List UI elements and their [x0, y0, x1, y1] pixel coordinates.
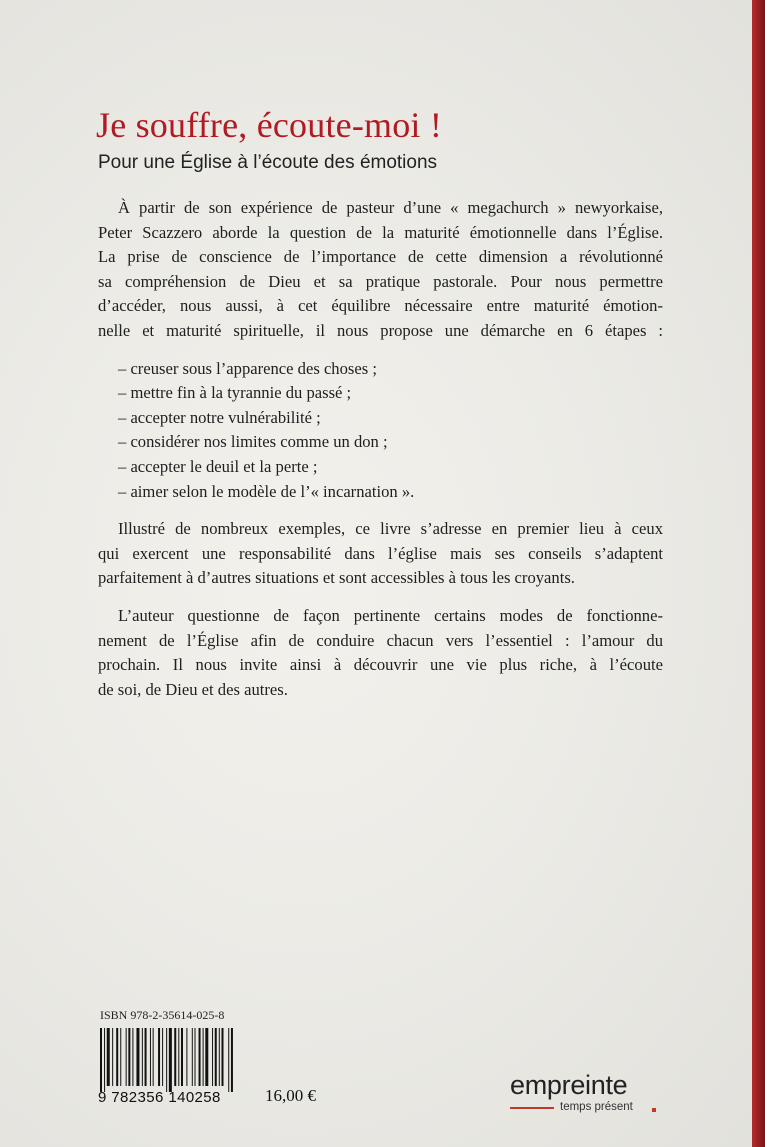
barcode-bar	[215, 1028, 217, 1086]
text-line: nement de l’Église afin de conduire chacun vers l’essentiel : l’amour du	[98, 630, 663, 650]
text-line: sa compréhension de Dieu et sa pratique pastorale. Pour nous permettre	[98, 271, 663, 291]
barcode-bar	[174, 1028, 176, 1086]
list-item: – accepter notre vulnérabilité ;	[118, 407, 321, 427]
publisher-logo	[510, 1070, 660, 1113]
publisher-name: empreinte	[510, 1070, 628, 1100]
barcode-bar	[219, 1028, 220, 1086]
barcode-bar	[136, 1028, 139, 1086]
book-subtitle: Pour une Église à l’écoute des émotions	[98, 152, 438, 173]
isbn-label: ISBN 978-2-35614-025-8	[100, 1008, 225, 1022]
barcode-bar	[178, 1028, 179, 1086]
barcode-bar	[132, 1028, 133, 1086]
barcode-bar	[203, 1028, 204, 1086]
blurb	[98, 196, 663, 702]
text-line: d’accéder, nous aussi, à cet équilibre nécessaire entre maturité émotion-	[98, 296, 663, 316]
barcode-bar	[181, 1028, 183, 1086]
barcode-bar	[222, 1028, 224, 1086]
cover-edge	[752, 0, 765, 1147]
barcode-bar	[120, 1028, 121, 1086]
barcode-bar	[169, 1028, 172, 1092]
list-item: – accepter le deuil et la perte ;	[118, 456, 318, 476]
price: 16,00 €	[265, 1086, 316, 1105]
barcode-icon	[98, 1028, 238, 1092]
list-item: – aimer selon le modèle de l’« incarnation ».	[118, 481, 415, 501]
text-line: nelle et maturité spirituelle, il nous propose une démarche en 6 étapes :	[98, 320, 663, 340]
list-item: – considérer nos limites comme un don ;	[118, 432, 388, 452]
blurb-paragraph-2	[98, 517, 663, 591]
text-line: de soi, de Dieu et des autres.	[98, 679, 288, 699]
barcode-bar	[112, 1028, 113, 1086]
text-line: À partir de son expérience de pasteur d’une « megachurch » newyorkaise,	[118, 198, 663, 217]
barcode-bar	[162, 1028, 163, 1086]
list-item: – mettre fin à la tyrannie du passé ;	[118, 383, 352, 403]
text-line: Illustré de nombreux exemples, ce livre s’adresse en premier lieu à ceux	[118, 519, 663, 539]
blurb-paragraph-3	[98, 604, 663, 702]
barcode-bar	[142, 1028, 143, 1086]
barcode-bar	[153, 1028, 154, 1086]
barcode-bar	[192, 1028, 193, 1086]
barcode-bar	[231, 1028, 233, 1092]
barcode-bar	[158, 1028, 160, 1086]
barcode-bar	[107, 1028, 110, 1086]
barcode-bar	[116, 1028, 118, 1086]
barcode-bar	[212, 1028, 213, 1086]
barcode-bar	[186, 1028, 187, 1086]
text-line: qui exercent une responsabilité dans l’église mais ses conseils s’adaptent	[98, 543, 663, 563]
barcode-bar	[205, 1028, 208, 1086]
barcode-bar	[150, 1028, 151, 1086]
barcode-bar	[128, 1028, 130, 1086]
barcode-bar	[195, 1028, 196, 1086]
text-line: L’auteur questionne de façon pertinente certains modes de fonctionne-	[118, 605, 663, 625]
barcode-bar	[126, 1028, 127, 1086]
text-line: La prise de conscience de l’importance de cette dimension a révolutionné	[98, 247, 663, 267]
barcode-bar	[166, 1028, 167, 1092]
blurb-paragraph-1	[98, 196, 663, 344]
barcode-bar	[228, 1028, 229, 1092]
barcode-bar	[145, 1028, 147, 1086]
text-line: parfaitement à d’autres situations et sont accessibles à tous les croyants.	[98, 568, 575, 588]
text-line: Peter Scazzero aborde la question de la maturité émotionnelle dans l’Église.	[98, 222, 663, 242]
publisher-tagline: temps présent	[560, 1101, 633, 1113]
barcode-bar	[100, 1028, 102, 1092]
publisher-dot	[652, 1108, 656, 1112]
barcode-bar	[199, 1028, 201, 1086]
book-title: Je souffre, écoute-moi !	[96, 105, 443, 145]
text-line: prochain. Il nous invite ainsi à découvrir une vie plus riche, à l’écoute	[98, 655, 663, 675]
barcode-bar	[104, 1028, 105, 1092]
steps-list	[98, 357, 663, 505]
barcode-digits: 9 782356 140258	[98, 1089, 221, 1106]
publisher-rule	[510, 1107, 554, 1109]
list-item: – creuser sous l’apparence des choses ;	[118, 358, 377, 378]
